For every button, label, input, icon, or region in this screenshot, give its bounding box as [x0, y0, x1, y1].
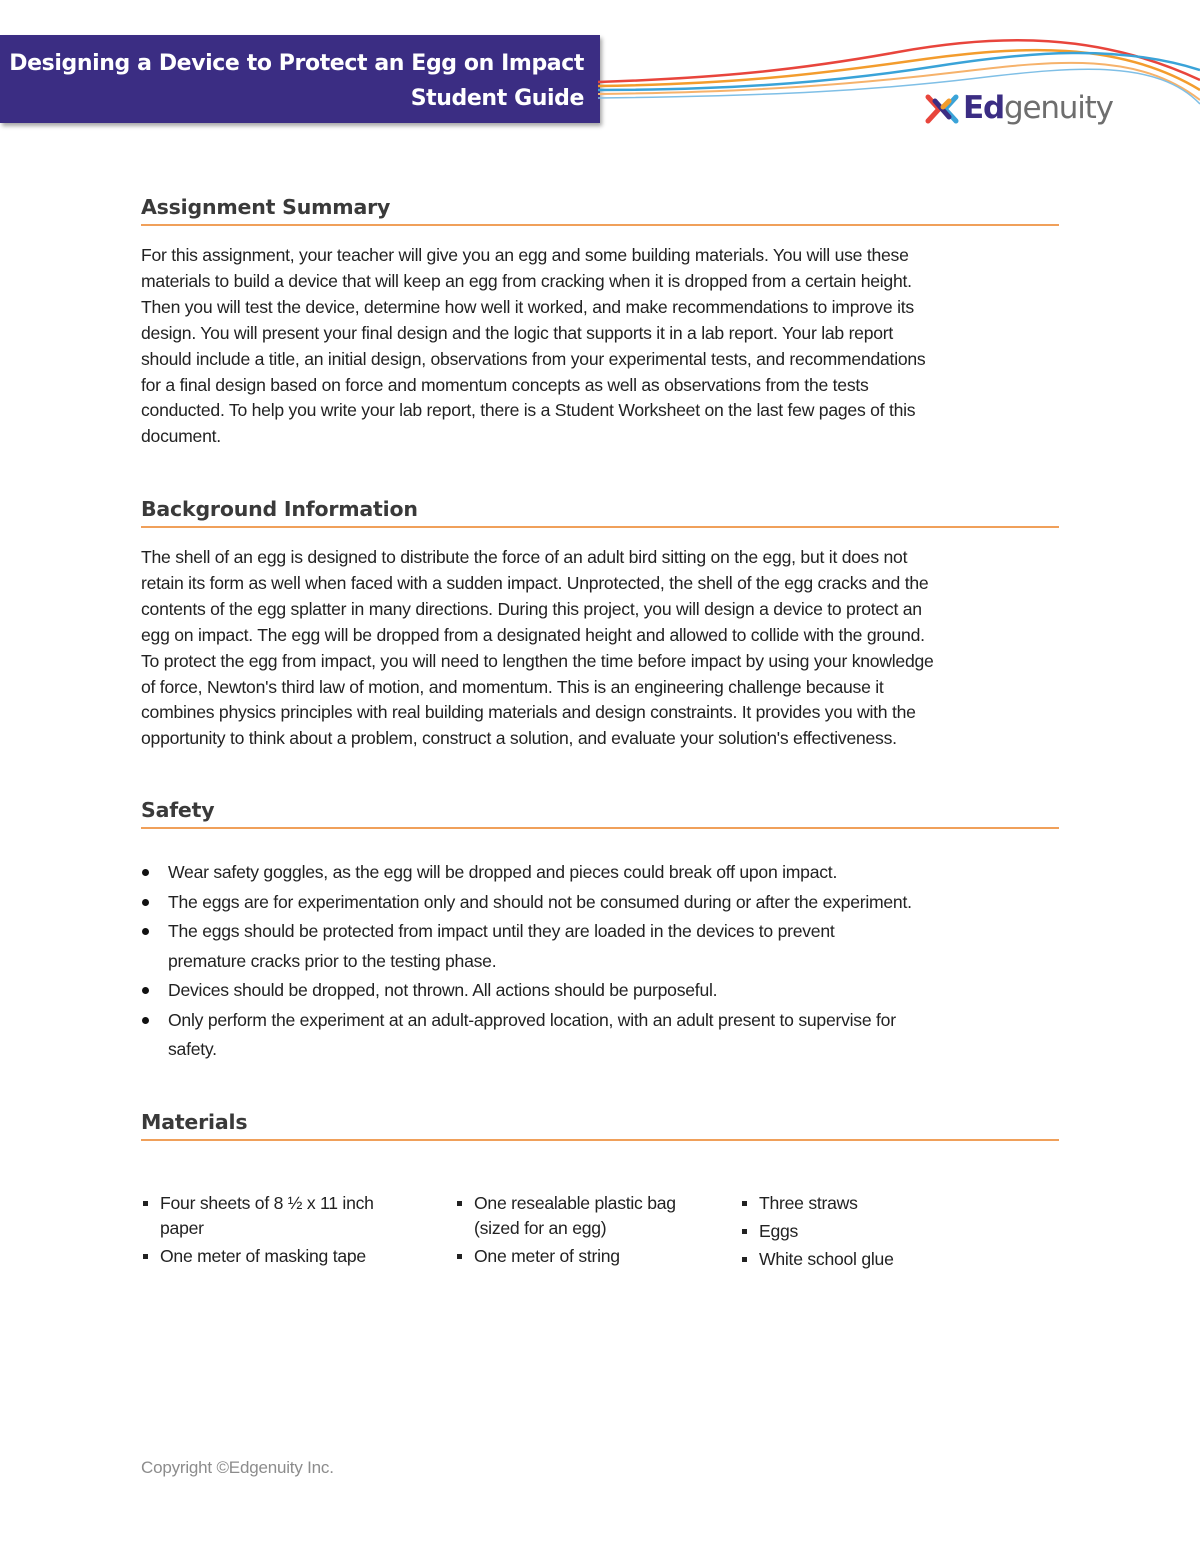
title-banner: [0, 35, 600, 123]
list-item: One meter of string: [456, 1244, 726, 1269]
edgenuity-x-icon: [925, 93, 959, 125]
edgenuity-logo: [925, 88, 1113, 132]
background-paragraph: The shell of an egg is designed to distribute the force of an adult bird sitting on the egg, but it does not retain its form as well when faced with a sudden impact. Unprotected, the shell of the egg cracks and the contents of the egg splatter in many directions. During this project, you will design a device to protect an egg on impact. The egg will be dropped from a designated height and allowed to collide with the ground. To protect the egg from impact, you will need to lengthen the time before impact by using your knowledge of force, Newton's third law of motion, and momentum. This is an engineering challenge because it combines physics principles with real building materials and design constraints. It provides you with the opportunity to think about a problem, construct a solution, and evaluate your solution's effectiveness.: [141, 547, 934, 749]
list-item: One meter of masking tape: [142, 1244, 432, 1269]
copyright-footer: Copyright ©Edgenuity Inc.: [141, 1458, 334, 1477]
logo-part-genuity: genuity: [1003, 90, 1113, 126]
list-item: Devices should be dropped, not thrown. All actions should be purposeful.: [141, 976, 1059, 1006]
materials-column-2: [456, 1191, 726, 1272]
safety-list: [141, 858, 1059, 1065]
list-item: Wear safety goggles, as the egg will be dropped and pieces could break off upon impact.: [141, 858, 1059, 888]
heading-background-information: Background Information: [141, 497, 1059, 528]
list-item: Three straws: [741, 1191, 1001, 1216]
summary-paragraph: For this assignment, your teacher will give you an egg and some building materials. You will use these materials to build a device that will keep an egg from cracking when it is dropped from a certain height. Then you will test the device, determine how well it worked, and make recommendations to improve its design. You will present your final design and the logic that supports it in a lab report. Your lab report should include a title, an initial design, observations from your experimental tests, and recommendations for a final design based on force and momentum concepts as well as observations from the tests conducted. To help you write your lab report, there is a Student Worksheet on the last few pages of this document.: [141, 245, 926, 447]
list-item: The eggs should be protected from impact until they are loaded in the devices to prevent premature cracks prior to the testing phase.: [141, 917, 1059, 976]
list-item: Only perform the experiment at an adult-approved location, with an adult present to supervise for safety.: [141, 1006, 1059, 1065]
document-subtitle: Student Guide: [410, 86, 584, 111]
document-title: Designing a Device to Protect an Egg on Impact: [9, 51, 584, 76]
list-item: White school glue: [741, 1247, 1001, 1272]
list-item: The eggs are for experimentation only and should not be consumed during or after the experiment.: [141, 888, 1059, 918]
materials-column-1: [142, 1191, 432, 1272]
materials-column-3: [741, 1191, 1001, 1275]
logo-part-ed: Ed: [963, 90, 1004, 126]
list-item: One resealable plastic bag (sized for an egg): [456, 1191, 726, 1241]
heading-safety: Safety: [141, 798, 1059, 829]
list-item: Eggs: [741, 1219, 1001, 1244]
list-item: Four sheets of 8 ½ x 11 inch paper: [142, 1191, 432, 1241]
heading-materials: Materials: [141, 1110, 1059, 1141]
heading-assignment-summary: Assignment Summary: [141, 195, 1059, 226]
logo-wordmark: [963, 88, 1113, 128]
